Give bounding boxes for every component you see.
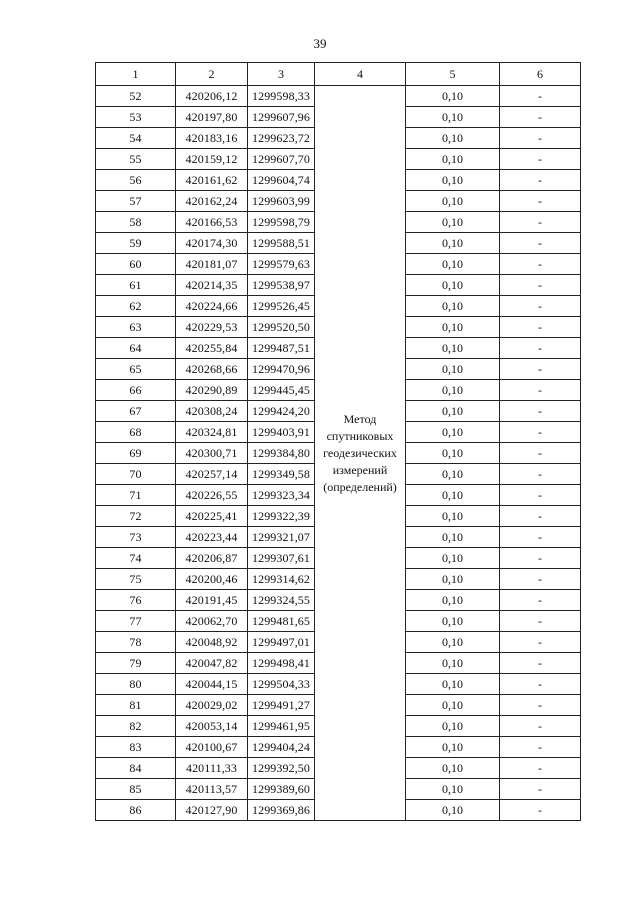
x-coordinate-cell: 420224,66 (176, 296, 248, 317)
accuracy-cell: 0,10 (406, 380, 500, 401)
x-coordinate-cell: 420174,30 (176, 233, 248, 254)
note-cell: - (500, 317, 581, 338)
note-cell: - (500, 737, 581, 758)
x-coordinate-cell: 420229,53 (176, 317, 248, 338)
note-cell: - (500, 107, 581, 128)
note-cell: - (500, 464, 581, 485)
point-number-cell: 58 (96, 212, 176, 233)
x-coordinate-cell: 420206,87 (176, 548, 248, 569)
point-number-cell: 63 (96, 317, 176, 338)
note-cell: - (500, 212, 581, 233)
point-number-cell: 86 (96, 800, 176, 821)
point-number-cell: 71 (96, 485, 176, 506)
y-coordinate-cell: 1299487,51 (248, 338, 315, 359)
point-number-cell: 80 (96, 674, 176, 695)
note-cell: - (500, 758, 581, 779)
note-cell: - (500, 380, 581, 401)
point-number-cell: 61 (96, 275, 176, 296)
x-coordinate-cell: 420308,24 (176, 401, 248, 422)
page-number: 39 (313, 36, 327, 51)
note-cell: - (500, 632, 581, 653)
x-coordinate-cell: 420300,71 (176, 443, 248, 464)
x-coordinate-cell: 420159,12 (176, 149, 248, 170)
x-coordinate-cell: 420290,89 (176, 380, 248, 401)
accuracy-cell: 0,10 (406, 275, 500, 296)
column-header-3: 3 (248, 63, 315, 86)
accuracy-cell: 0,10 (406, 611, 500, 632)
accuracy-cell: 0,10 (406, 548, 500, 569)
note-cell: - (500, 254, 581, 275)
accuracy-cell: 0,10 (406, 170, 500, 191)
accuracy-cell: 0,10 (406, 86, 500, 107)
table-header-row (96, 63, 581, 86)
note-cell: - (500, 779, 581, 800)
note-cell: - (500, 506, 581, 527)
y-coordinate-cell: 1299349,58 (248, 464, 315, 485)
note-cell: - (500, 401, 581, 422)
note-cell: - (500, 548, 581, 569)
accuracy-cell: 0,10 (406, 758, 500, 779)
accuracy-cell: 0,10 (406, 191, 500, 212)
point-number-cell: 82 (96, 716, 176, 737)
y-coordinate-cell: 1299604,74 (248, 170, 315, 191)
point-number-cell: 64 (96, 338, 176, 359)
point-number-cell: 57 (96, 191, 176, 212)
accuracy-cell: 0,10 (406, 107, 500, 128)
x-coordinate-cell: 420162,24 (176, 191, 248, 212)
accuracy-cell: 0,10 (406, 359, 500, 380)
point-number-cell: 78 (96, 632, 176, 653)
point-number-cell: 52 (96, 86, 176, 107)
x-coordinate-cell: 420047,82 (176, 653, 248, 674)
x-coordinate-cell: 420225,41 (176, 506, 248, 527)
accuracy-cell: 0,10 (406, 695, 500, 716)
note-cell: - (500, 716, 581, 737)
accuracy-cell: 0,10 (406, 485, 500, 506)
point-number-cell: 62 (96, 296, 176, 317)
x-coordinate-cell: 420029,02 (176, 695, 248, 716)
note-cell: - (500, 149, 581, 170)
y-coordinate-cell: 1299323,34 (248, 485, 315, 506)
accuracy-cell: 0,10 (406, 149, 500, 170)
point-number-cell: 81 (96, 695, 176, 716)
x-coordinate-cell: 420100,67 (176, 737, 248, 758)
point-number-cell: 53 (96, 107, 176, 128)
x-coordinate-cell: 420226,55 (176, 485, 248, 506)
accuracy-cell: 0,10 (406, 254, 500, 275)
point-number-cell: 74 (96, 548, 176, 569)
note-cell: - (500, 128, 581, 149)
y-coordinate-cell: 1299623,72 (248, 128, 315, 149)
y-coordinate-cell: 1299481,65 (248, 611, 315, 632)
point-number-cell: 59 (96, 233, 176, 254)
accuracy-cell: 0,10 (406, 128, 500, 149)
x-coordinate-cell: 420183,16 (176, 128, 248, 149)
point-number-cell: 68 (96, 422, 176, 443)
point-number-cell: 76 (96, 590, 176, 611)
accuracy-cell: 0,10 (406, 590, 500, 611)
accuracy-cell: 0,10 (406, 632, 500, 653)
accuracy-cell: 0,10 (406, 296, 500, 317)
point-number-cell: 72 (96, 506, 176, 527)
table-body (96, 86, 581, 821)
column-header-6: 6 (500, 63, 581, 86)
y-coordinate-cell: 1299392,50 (248, 758, 315, 779)
point-number-cell: 54 (96, 128, 176, 149)
accuracy-cell: 0,10 (406, 464, 500, 485)
x-coordinate-cell: 420257,14 (176, 464, 248, 485)
point-number-cell: 65 (96, 359, 176, 380)
column-header-1: 1 (96, 63, 176, 86)
accuracy-cell: 0,10 (406, 527, 500, 548)
y-coordinate-cell: 1299579,63 (248, 254, 315, 275)
point-number-cell: 75 (96, 569, 176, 590)
accuracy-cell: 0,10 (406, 800, 500, 821)
x-coordinate-cell: 420062,70 (176, 611, 248, 632)
x-coordinate-cell: 420268,66 (176, 359, 248, 380)
y-coordinate-cell: 1299598,79 (248, 212, 315, 233)
note-cell: - (500, 674, 581, 695)
column-header-5: 5 (406, 63, 500, 86)
y-coordinate-cell: 1299538,97 (248, 275, 315, 296)
y-coordinate-cell: 1299470,96 (248, 359, 315, 380)
x-coordinate-cell: 420223,44 (176, 527, 248, 548)
y-coordinate-cell: 1299603,99 (248, 191, 315, 212)
y-coordinate-cell: 1299607,70 (248, 149, 315, 170)
note-cell: - (500, 359, 581, 380)
y-coordinate-cell: 1299324,55 (248, 590, 315, 611)
point-number-cell: 79 (96, 653, 176, 674)
note-cell: - (500, 695, 581, 716)
y-coordinate-cell: 1299526,45 (248, 296, 315, 317)
note-cell: - (500, 170, 581, 191)
y-coordinate-cell: 1299307,61 (248, 548, 315, 569)
y-coordinate-cell: 1299389,60 (248, 779, 315, 800)
point-number-cell: 83 (96, 737, 176, 758)
table-row (96, 86, 581, 107)
x-coordinate-cell: 420255,84 (176, 338, 248, 359)
note-cell: - (500, 443, 581, 464)
y-coordinate-cell: 1299424,20 (248, 401, 315, 422)
point-number-cell: 70 (96, 464, 176, 485)
note-cell: - (500, 485, 581, 506)
y-coordinate-cell: 1299369,86 (248, 800, 315, 821)
y-coordinate-cell: 1299404,24 (248, 737, 315, 758)
y-coordinate-cell: 1299520,50 (248, 317, 315, 338)
accuracy-cell: 0,10 (406, 212, 500, 233)
point-number-cell: 69 (96, 443, 176, 464)
x-coordinate-cell: 420048,92 (176, 632, 248, 653)
x-coordinate-cell: 420161,62 (176, 170, 248, 191)
accuracy-cell: 0,10 (406, 779, 500, 800)
accuracy-cell: 0,10 (406, 443, 500, 464)
point-number-cell: 66 (96, 380, 176, 401)
accuracy-cell: 0,10 (406, 233, 500, 254)
x-coordinate-cell: 420053,14 (176, 716, 248, 737)
note-cell: - (500, 422, 581, 443)
column-header-4: 4 (315, 63, 406, 86)
note-cell: - (500, 611, 581, 632)
note-cell: - (500, 191, 581, 212)
note-cell: - (500, 233, 581, 254)
y-coordinate-cell: 1299588,51 (248, 233, 315, 254)
accuracy-cell: 0,10 (406, 569, 500, 590)
note-cell: - (500, 275, 581, 296)
method-cell: Метод спутниковых геодезических измерений (определений) (315, 86, 406, 821)
point-number-cell: 73 (96, 527, 176, 548)
y-coordinate-cell: 1299498,41 (248, 653, 315, 674)
note-cell: - (500, 569, 581, 590)
coordinates-table (95, 62, 581, 821)
note-cell: - (500, 527, 581, 548)
y-coordinate-cell: 1299607,96 (248, 107, 315, 128)
x-coordinate-cell: 420181,07 (176, 254, 248, 275)
y-coordinate-cell: 1299504,33 (248, 674, 315, 695)
y-coordinate-cell: 1299322,39 (248, 506, 315, 527)
accuracy-cell: 0,10 (406, 653, 500, 674)
y-coordinate-cell: 1299497,01 (248, 632, 315, 653)
y-coordinate-cell: 1299321,07 (248, 527, 315, 548)
accuracy-cell: 0,10 (406, 317, 500, 338)
point-number-cell: 56 (96, 170, 176, 191)
accuracy-cell: 0,10 (406, 401, 500, 422)
note-cell: - (500, 653, 581, 674)
x-coordinate-cell: 420324,81 (176, 422, 248, 443)
x-coordinate-cell: 420166,53 (176, 212, 248, 233)
x-coordinate-cell: 420127,90 (176, 800, 248, 821)
x-coordinate-cell: 420206,12 (176, 86, 248, 107)
y-coordinate-cell: 1299491,27 (248, 695, 315, 716)
x-coordinate-cell: 420214,35 (176, 275, 248, 296)
x-coordinate-cell: 420111,33 (176, 758, 248, 779)
x-coordinate-cell: 420197,80 (176, 107, 248, 128)
accuracy-cell: 0,10 (406, 716, 500, 737)
y-coordinate-cell: 1299461,95 (248, 716, 315, 737)
note-cell: - (500, 338, 581, 359)
y-coordinate-cell: 1299314,62 (248, 569, 315, 590)
accuracy-cell: 0,10 (406, 506, 500, 527)
point-number-cell: 85 (96, 779, 176, 800)
accuracy-cell: 0,10 (406, 737, 500, 758)
point-number-cell: 77 (96, 611, 176, 632)
y-coordinate-cell: 1299598,33 (248, 86, 315, 107)
x-coordinate-cell: 420191,45 (176, 590, 248, 611)
point-number-cell: 67 (96, 401, 176, 422)
note-cell: - (500, 86, 581, 107)
note-cell: - (500, 296, 581, 317)
x-coordinate-cell: 420200,46 (176, 569, 248, 590)
accuracy-cell: 0,10 (406, 338, 500, 359)
x-coordinate-cell: 420044,15 (176, 674, 248, 695)
accuracy-cell: 0,10 (406, 422, 500, 443)
y-coordinate-cell: 1299403,91 (248, 422, 315, 443)
point-number-cell: 84 (96, 758, 176, 779)
column-header-2: 2 (176, 63, 248, 86)
point-number-cell: 60 (96, 254, 176, 275)
accuracy-cell: 0,10 (406, 674, 500, 695)
x-coordinate-cell: 420113,57 (176, 779, 248, 800)
point-number-cell: 55 (96, 149, 176, 170)
y-coordinate-cell: 1299445,45 (248, 380, 315, 401)
note-cell: - (500, 800, 581, 821)
y-coordinate-cell: 1299384,80 (248, 443, 315, 464)
note-cell: - (500, 590, 581, 611)
